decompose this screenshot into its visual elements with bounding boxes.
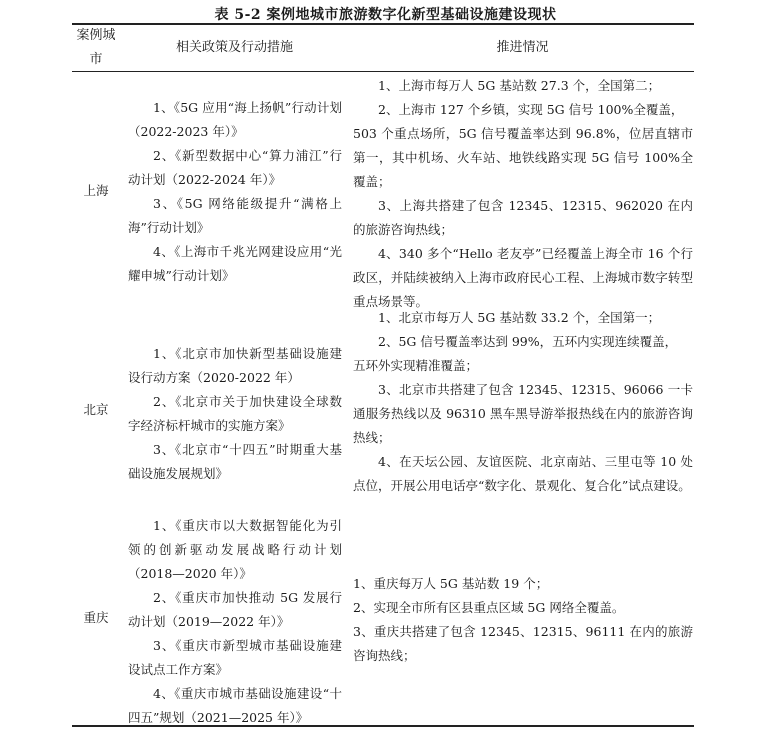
progress-item: 2、实现全市所有区县重点区域 5G 网络全覆盖。 <box>353 600 625 615</box>
policy-item: 4、《上海市千兆光网建设应用“光耀申城”行动计划》 <box>128 244 342 283</box>
progress-item: 3、重庆共搭建了包含 12345、12315、96111 在内的旅游咨询热线； <box>353 624 693 663</box>
policy-item: 1、《重庆市以大数据智能化为引领的创新驱动发展战略行动计划（2018—2020 年）》 <box>128 518 342 581</box>
progress-item: 1、上海市每万人 5G 基站数 27.3 个，全国第二； <box>378 78 661 93</box>
policy-item: 3、《5G 网络能级提升“满格上海”行动计划》 <box>128 196 342 235</box>
table-header-rule <box>72 71 694 72</box>
progress-item: 2、上海市 127 个乡镇，实现 5G 信号 100%全覆盖， <box>378 102 684 117</box>
row-policies-beijing <box>128 342 342 486</box>
progress-item: 2、5G 信号覆盖率达到 99%，五环内实现连续覆盖， <box>378 334 678 349</box>
policy-item: 4、《重庆市城市基础设施建设“十四五”规划（2021—2025 年）》 <box>128 686 342 725</box>
progress-item: 4、340 多个“Hello 老友亭”已经覆盖上海全市 16 个行政区，并陆续被纳入上海市政府民心工程、上海城市数字转型重点场景等。 <box>353 246 693 309</box>
policy-item: 3、《北京市“十四五”时期重大基础设施发展规划》 <box>128 442 342 481</box>
row-city-beijing: 北京 <box>83 402 109 417</box>
row-city-shanghai: 上海 <box>83 183 109 198</box>
header-city: 案例城市 <box>76 28 116 67</box>
policy-item: 3、《重庆市新型城市基础设施建设试点工作方案》 <box>128 638 342 677</box>
progress-item: 3、北京市共搭建了包含 12345、12315、96066 一卡通服务热线以及 96310 黑车黑导游举报热线在内的旅游咨询热线； <box>353 382 693 445</box>
progress-item: 五环外实现精准覆盖； <box>353 358 479 373</box>
progress-item: 503 个重点场所，5G 信号覆盖率达到 96.8%，位居直辖市第一，其中机场、火车站、地铁线路实现 5G 信号 100%全覆盖； <box>353 126 693 189</box>
header-progress: 推进情况 <box>496 40 549 55</box>
policy-item: 2、《重庆市加快推动 5G 发展行动计划（2019—2022 年）》 <box>128 590 342 629</box>
row-policies-chongqing <box>128 514 342 730</box>
row-progress-chongqing <box>353 572 693 668</box>
header-policy: 相关政策及行动措施 <box>175 40 293 55</box>
table-top-rule <box>72 23 694 25</box>
row-progress-beijing <box>353 306 693 498</box>
progress-item: 1、北京市每万人 5G 基站数 33.2 个，全国第一； <box>378 310 661 325</box>
table-caption: 表 5-2 案例地城市旅游数字化新型基础设施建设现状 <box>214 7 557 23</box>
progress-item: 1、重庆每万人 5G 基站数 19 个； <box>353 576 549 591</box>
row-policies-shanghai <box>128 96 342 288</box>
row-city-chongqing: 重庆 <box>83 610 109 625</box>
policy-item: 1、《北京市加快新型基础设施建设行动方案（2020-2022 年） <box>128 346 342 385</box>
row-progress-shanghai <box>353 74 693 314</box>
policy-item: 2、《新型数据中心“算力浦江”行动计划（2022-2024 年）》 <box>128 148 342 187</box>
policy-item: 2、《北京市关于加快建设全球数字经济标杆城市的实施方案》 <box>128 394 342 433</box>
progress-item: 4、在天坛公园、友谊医院、北京南站、三里屯等 10 处点位，开展公用电话亭“数字化、景观化、复合化”试点建设。 <box>353 454 693 493</box>
progress-item: 3、上海共搭建了包含 12345、12315、962020 在内的旅游咨询热线； <box>353 198 693 237</box>
policy-item: 1、《5G 应用“海上扬帆”行动计划（2022-2023 年）》 <box>128 100 342 139</box>
